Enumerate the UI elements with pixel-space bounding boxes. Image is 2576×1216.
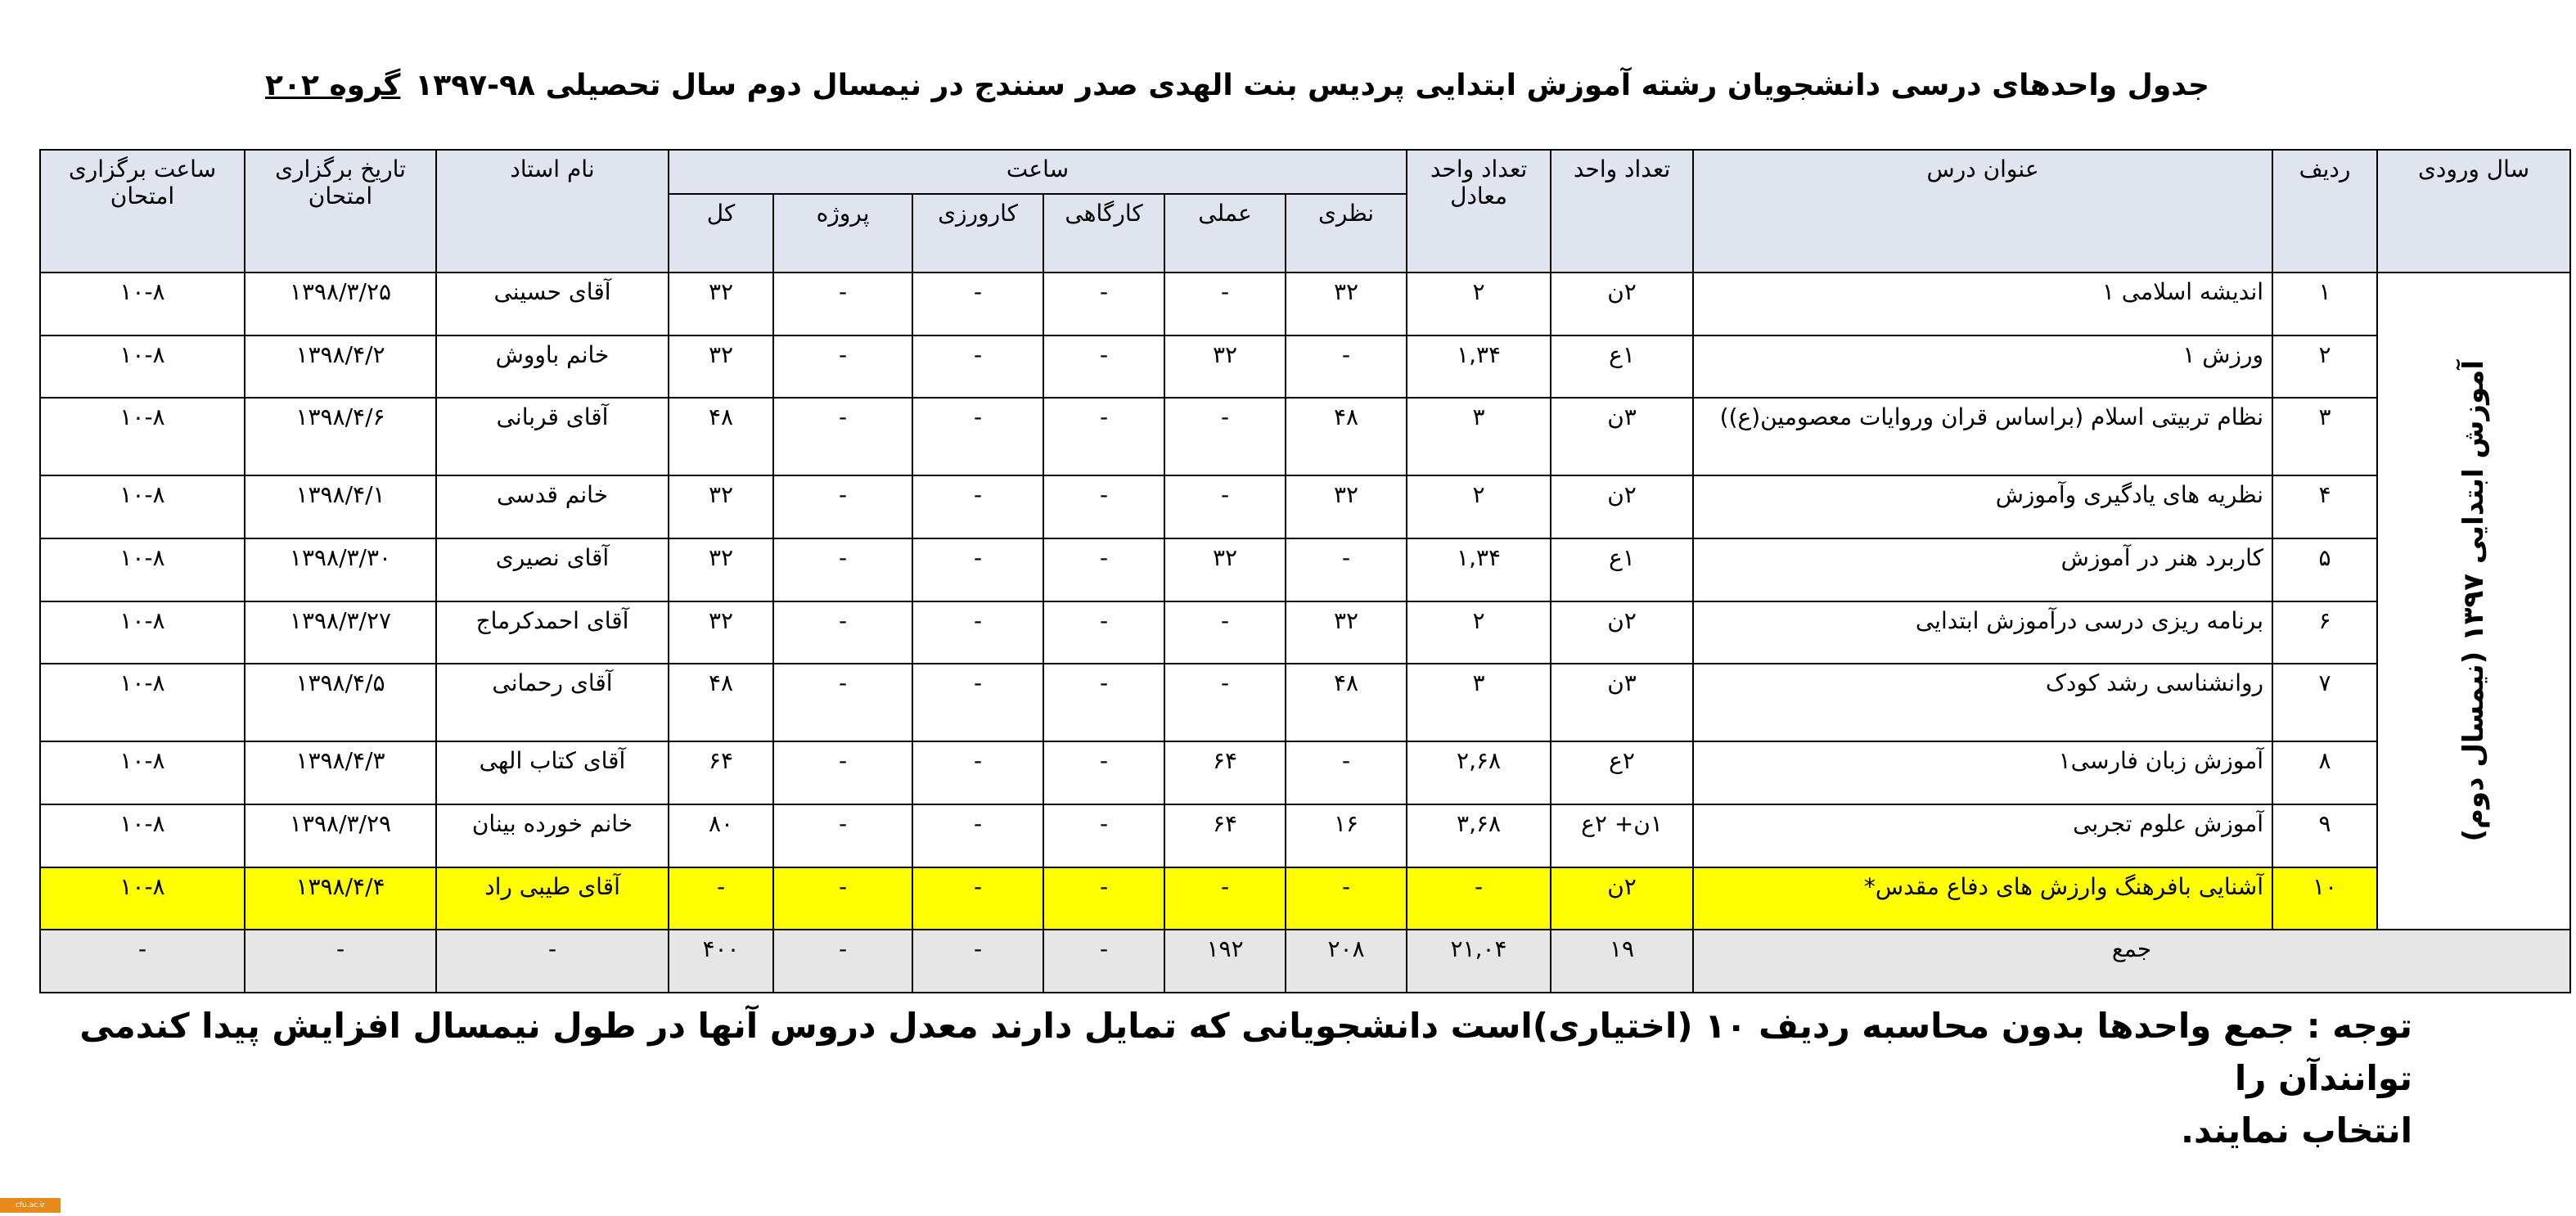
cell-teacher: آقای رحمانی	[436, 664, 669, 741]
cell-total: ۳۲	[669, 538, 773, 601]
cell-units: ۲ع	[1551, 741, 1693, 804]
cell-workshop: -	[1043, 538, 1164, 601]
cell-total: ۳۲	[669, 475, 773, 538]
cell-workshop: -	[1043, 601, 1164, 664]
cell-theory: ۱۶	[1286, 804, 1407, 867]
table-row	[40, 336, 2570, 399]
table-row	[40, 664, 2570, 741]
cell-project: -	[773, 664, 912, 741]
title-row	[245, 69, 2209, 126]
total-total: ۴۰۰	[669, 930, 773, 993]
cell-teacher: خانم باووش	[436, 336, 669, 399]
total-internship: -	[912, 930, 1043, 993]
header-internship: کارورزی	[912, 194, 1043, 272]
table-row	[40, 601, 2570, 664]
page-title: جدول واحدهای درسی دانشجویان رشته آموزش ابتدایی پردیس بنت الهدی صدر سنندج در نیمسال دوم سال تحصیلی ۹۸-۱۳۹۷	[415, 69, 2209, 102]
cell-theory: -	[1286, 336, 1407, 399]
header-project: پروژه	[773, 194, 912, 272]
cell-theory: -	[1286, 538, 1407, 601]
cell-time: ۱۰-۸	[40, 538, 245, 601]
cell-total: ۳۲	[669, 272, 773, 336]
cell-project: -	[773, 475, 912, 538]
cell-time: ۱۰-۸	[40, 804, 245, 867]
total-workshop: -	[1043, 930, 1164, 993]
total-practical: ۱۹۲	[1164, 930, 1286, 993]
cell-time: ۱۰-۸	[40, 272, 245, 336]
cell-num: ۳	[2272, 398, 2377, 475]
cell-time: ۱۰-۸	[40, 398, 245, 475]
cell-workshop: -	[1043, 398, 1164, 475]
header-teacher: نام استاد	[436, 150, 669, 272]
cell-internship: -	[912, 398, 1043, 475]
cell-theory: -	[1286, 741, 1407, 804]
cell-time: ۱۰-۸	[40, 741, 245, 804]
cell-teacher: آقای نصیری	[436, 538, 669, 601]
cell-equiv: ۳,۶۸	[1407, 804, 1551, 867]
cell-course: نظریه های یادگیری وآموزش	[1693, 475, 2272, 538]
cell-date: ۱۳۹۸/۴/۴	[245, 867, 436, 930]
site-logo: cfu.ac.ir	[0, 1198, 61, 1213]
cell-practical: -	[1164, 475, 1286, 538]
cell-course: روانشناسی رشد کودک	[1693, 664, 2272, 741]
cell-units: ۱ن+ ۲ع	[1551, 804, 1693, 867]
cell-equiv: ۲	[1407, 475, 1551, 538]
cell-num: ۲	[2272, 336, 2377, 399]
total-equiv: ۲۱,۰۴	[1407, 930, 1551, 993]
cell-theory: ۳۲	[1286, 272, 1407, 336]
cell-equiv: ۳	[1407, 398, 1551, 475]
cell-internship: -	[912, 336, 1043, 399]
cell-date: ۱۳۹۸/۳/۲۹	[245, 804, 436, 867]
total-units: ۱۹	[1551, 930, 1693, 993]
cell-course: آموزش علوم تجربی	[1693, 804, 2272, 867]
cell-num: ۵	[2272, 538, 2377, 601]
table-row	[40, 475, 2570, 538]
cell-time: ۱۰-۸	[40, 336, 245, 399]
group-label: گروه ۲۰۲	[265, 69, 401, 102]
cell-project: -	[773, 601, 912, 664]
cell-date: ۱۳۹۸/۴/۵	[245, 664, 436, 741]
cell-total: ۳۲	[669, 336, 773, 399]
total-label: جمع	[1693, 930, 2570, 993]
cell-internship: -	[912, 804, 1043, 867]
cell-time: ۱۰-۸	[40, 601, 245, 664]
header-practical: عملی	[1164, 194, 1286, 272]
cell-equiv: -	[1407, 867, 1551, 930]
cell-time: ۱۰-۸	[40, 475, 245, 538]
cell-internship: -	[912, 664, 1043, 741]
cell-workshop: -	[1043, 475, 1164, 538]
table-body	[40, 272, 2570, 993]
cell-units: ۳ن	[1551, 398, 1693, 475]
total-date: -	[245, 930, 436, 993]
cell-equiv: ۱,۳۴	[1407, 538, 1551, 601]
cell-internship: -	[912, 601, 1043, 664]
cell-date: ۱۳۹۸/۳/۲۷	[245, 601, 436, 664]
cell-teacher: خانم خورده بینان	[436, 804, 669, 867]
cell-theory: ۳۲	[1286, 601, 1407, 664]
cell-internship: -	[912, 475, 1043, 538]
cell-theory: -	[1286, 867, 1407, 930]
cell-units: ۱ع	[1551, 336, 1693, 399]
cell-teacher: آقای قربانی	[436, 398, 669, 475]
cell-date: ۱۳۹۸/۴/۶	[245, 398, 436, 475]
header-course-title: عنوان درس	[1693, 150, 2272, 272]
cell-theory: ۳۲	[1286, 475, 1407, 538]
cell-total: ۳۲	[669, 601, 773, 664]
cell-course: نظام تربیتی اسلام (براساس قران وروایات معصومین(ع))	[1693, 398, 2272, 475]
cell-teacher: آقای کتاب الهی	[436, 741, 669, 804]
cell-practical: ۶۴	[1164, 741, 1286, 804]
cell-equiv: ۱,۳۴	[1407, 336, 1551, 399]
cell-units: ۱ع	[1551, 538, 1693, 601]
table-row	[40, 867, 2570, 930]
cell-internship: -	[912, 741, 1043, 804]
cell-workshop: -	[1043, 664, 1164, 741]
cell-total: ۴۸	[669, 398, 773, 475]
cell-num: ۸	[2272, 741, 2377, 804]
cell-num: ۱۰	[2272, 867, 2377, 930]
cell-project: -	[773, 398, 912, 475]
header-theory: نظری	[1286, 194, 1407, 272]
header-total: کل	[669, 194, 773, 272]
cell-teacher: آقای طیبی راد	[436, 867, 669, 930]
cell-total: ۶۴	[669, 741, 773, 804]
cell-workshop: -	[1043, 272, 1164, 336]
cell-num: ۱	[2272, 272, 2377, 336]
cell-units: ۲ن	[1551, 867, 1693, 930]
cell-teacher: خانم قدسی	[436, 475, 669, 538]
cell-course: آموزش زبان فارسی۱	[1693, 741, 2272, 804]
total-time: -	[40, 930, 245, 993]
cell-project: -	[773, 804, 912, 867]
cell-project: -	[773, 272, 912, 336]
cell-teacher: آقای حسینی	[436, 272, 669, 336]
cell-internship: -	[912, 272, 1043, 336]
cell-practical: ۳۲	[1164, 538, 1286, 601]
cell-equiv: ۲	[1407, 272, 1551, 336]
header-equiv-units: تعداد واحد معادل	[1407, 150, 1551, 272]
cell-project: -	[773, 538, 912, 601]
cell-units: ۲ن	[1551, 272, 1693, 336]
header-row-number: ردیف	[2272, 150, 2377, 272]
entry-year-text: آموزش ابتدایی ۱۳۹۷ (نیمسال دوم)	[2457, 360, 2491, 842]
cell-date: ۱۳۹۸/۴/۱	[245, 475, 436, 538]
cell-num: ۶	[2272, 601, 2377, 664]
cell-course: آشنایی بافرهنگ وارزش های دفاع مقدس*	[1693, 867, 2272, 930]
cell-practical: -	[1164, 867, 1286, 930]
cell-units: ۲ن	[1551, 475, 1693, 538]
table-row	[40, 398, 2570, 475]
cell-teacher: آقای احمدکرماج	[436, 601, 669, 664]
table-row	[40, 804, 2570, 867]
header-entry-year: سال ورودی	[2377, 150, 2570, 272]
cell-practical: ۶۴	[1164, 804, 1286, 867]
cell-equiv: ۲,۶۸	[1407, 741, 1551, 804]
entry-year-cell	[2377, 272, 2570, 930]
total-teacher: -	[436, 930, 669, 993]
header-exam-time: ساعت برگزاری امتحان	[40, 150, 245, 272]
cell-practical: -	[1164, 272, 1286, 336]
header-units: تعداد واحد	[1551, 150, 1693, 272]
cell-internship: -	[912, 867, 1043, 930]
table-row	[40, 272, 2570, 336]
header-workshop: کارگاهی	[1043, 194, 1164, 272]
header-row-1	[40, 150, 2570, 194]
course-units-table	[39, 149, 2571, 993]
cell-project: -	[773, 336, 912, 399]
cell-equiv: ۳	[1407, 664, 1551, 741]
cell-theory: ۴۸	[1286, 664, 1407, 741]
cell-project: -	[773, 867, 912, 930]
footnote: توجه : جمع واحدها بدون محاسبه ردیف ۱۰ (اختیاری)است دانشجویانی که تمایل دارند معدل دروس آنها در طول نیمسال افزایش پیدا کندمی توانندآن را انتخاب نمایند.	[79, 1006, 2412, 1151]
header-exam-date: تاریخ برگزاری امتحان	[245, 150, 436, 272]
cell-num: ۷	[2272, 664, 2377, 741]
cell-units: ۳ن	[1551, 664, 1693, 741]
cell-theory: ۴۸	[1286, 398, 1407, 475]
cell-course: کاربرد هنر در آموزش	[1693, 538, 2272, 601]
cell-total: ۴۸	[669, 664, 773, 741]
cell-workshop: -	[1043, 336, 1164, 399]
cell-date: ۱۳۹۸/۴/۲	[245, 336, 436, 399]
cell-project: -	[773, 741, 912, 804]
cell-date: ۱۳۹۸/۴/۳	[245, 741, 436, 804]
total-project: -	[773, 930, 912, 993]
cell-course: برنامه ریزی درسی درآموزش ابتدایی	[1693, 601, 2272, 664]
cell-course: اندیشه اسلامی ۱	[1693, 272, 2272, 336]
total-row	[40, 930, 2570, 993]
cell-equiv: ۲	[1407, 601, 1551, 664]
cell-workshop: -	[1043, 804, 1164, 867]
cell-practical: ۳۲	[1164, 336, 1286, 399]
cell-time: ۱۰-۸	[40, 664, 245, 741]
cell-num: ۴	[2272, 475, 2377, 538]
cell-workshop: -	[1043, 741, 1164, 804]
cell-total: ۸۰	[669, 804, 773, 867]
cell-total: -	[669, 867, 773, 930]
header-hours: ساعت	[669, 150, 1407, 194]
total-theory: ۲۰۸	[1286, 930, 1407, 993]
cell-units: ۲ن	[1551, 601, 1693, 664]
cell-internship: -	[912, 538, 1043, 601]
cell-date: ۱۳۹۸/۳/۳۰	[245, 538, 436, 601]
cell-workshop: -	[1043, 867, 1164, 930]
cell-practical: -	[1164, 601, 1286, 664]
cell-num: ۹	[2272, 804, 2377, 867]
table-row	[40, 741, 2570, 804]
cell-time: ۱۰-۸	[40, 867, 245, 930]
table-row	[40, 538, 2570, 601]
cell-practical: -	[1164, 664, 1286, 741]
cell-practical: -	[1164, 398, 1286, 475]
cell-course: ورزش ۱	[1693, 336, 2272, 399]
cell-date: ۱۳۹۸/۳/۲۵	[245, 272, 436, 336]
